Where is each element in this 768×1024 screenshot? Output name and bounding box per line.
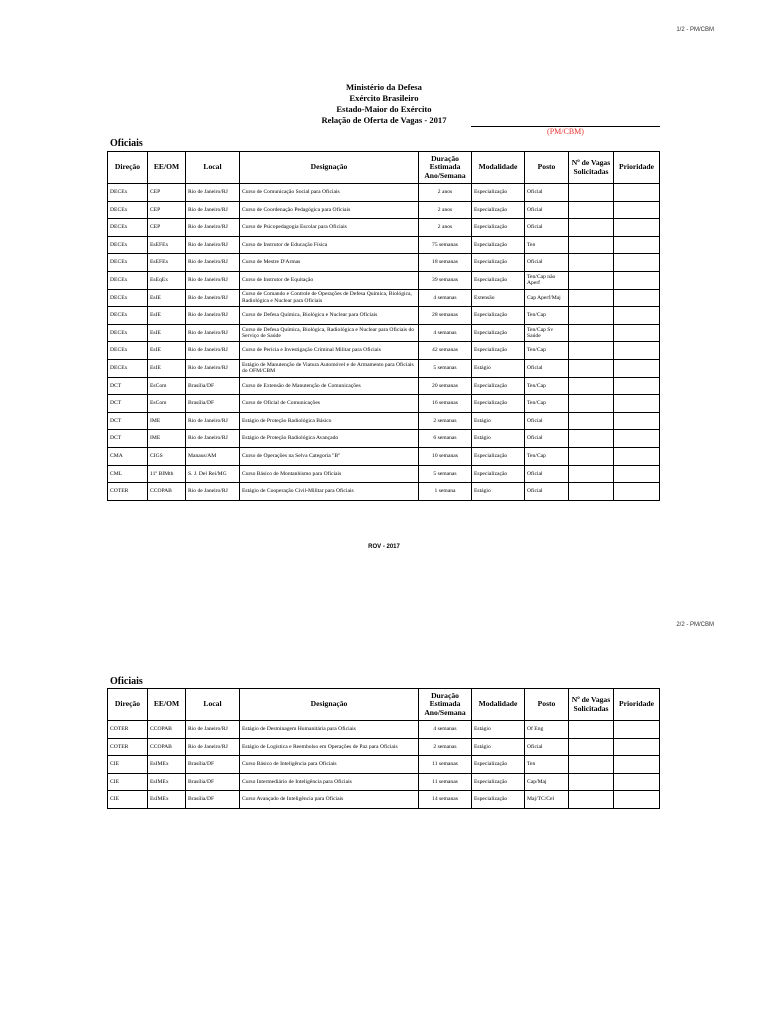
cell-designacao: Curso de Perícia e Investigação Criminal Militar para Oficiais xyxy=(240,342,419,360)
table-row xyxy=(108,359,660,377)
cell-local: Rio de Janeiro/RJ xyxy=(186,219,240,237)
header-ministry: Ministério da Defesa xyxy=(346,82,422,92)
cell-duracao: 11 semanas xyxy=(419,756,472,774)
table-row xyxy=(108,307,660,325)
header-document-title: Relação de Oferta de Vagas - 2017 xyxy=(321,115,447,125)
cell-prioridade xyxy=(614,359,660,377)
cell-modalidade: Estágio xyxy=(472,721,525,739)
cell-eeom: EsIE xyxy=(148,324,186,342)
cell-eeom: CCOPAB xyxy=(148,738,186,756)
cell-direcao: CIE xyxy=(108,756,148,774)
cell-eeom: EsIMEx xyxy=(148,773,186,791)
cell-duracao: 2 anos xyxy=(419,201,472,219)
cell-local: Rio de Janeiro/RJ xyxy=(186,412,240,430)
cell-designacao: Curso de Instrutor de Equitação xyxy=(240,271,419,289)
cell-local: Manaus/AM xyxy=(186,447,240,465)
cell-modalidade: Especialização xyxy=(472,773,525,791)
cell-direcao: CMA xyxy=(108,447,148,465)
cell-posto: Oficial xyxy=(525,219,569,237)
cell-modalidade: Estágio xyxy=(472,359,525,377)
cell-duracao: 10 semanas xyxy=(419,447,472,465)
cell-vagas xyxy=(569,756,614,774)
cell-direcao: DECEx xyxy=(108,324,148,342)
cell-designacao: Curso de Operações na Selva Categoria "B" xyxy=(240,447,419,465)
cell-prioridade xyxy=(614,324,660,342)
cell-direcao: CML xyxy=(108,465,148,483)
header-staff: Estado-Maior do Exército xyxy=(336,104,432,114)
cell-eeom: CEP xyxy=(148,219,186,237)
document-header xyxy=(0,82,768,126)
cell-designacao: Curso de Oficial de Comunicações xyxy=(240,395,419,413)
cell-vagas xyxy=(569,184,614,202)
cell-posto: Oficial xyxy=(525,412,569,430)
cell-eeom: IME xyxy=(148,430,186,448)
cell-vagas xyxy=(569,236,614,254)
table-row xyxy=(108,324,660,342)
cell-modalidade: Especialização xyxy=(472,184,525,202)
header-army: Exército Brasileiro xyxy=(349,93,419,103)
cell-vagas xyxy=(569,219,614,237)
pm-cbm-label: (PM/CBM) xyxy=(547,127,584,136)
cell-modalidade: Especialização xyxy=(472,756,525,774)
cell-posto: Ten/Cap xyxy=(525,342,569,360)
cell-designacao: Estágio de Desminagem Humanitária para Oficiais xyxy=(240,721,419,739)
cell-designacao: Curso de Mestre D'Armas xyxy=(240,254,419,272)
table-row xyxy=(108,201,660,219)
cell-duracao: 5 semanas xyxy=(419,359,472,377)
cell-modalidade: Especialização xyxy=(472,236,525,254)
cell-local: Rio de Janeiro/RJ xyxy=(186,254,240,272)
table-row xyxy=(108,447,660,465)
cell-vagas xyxy=(569,791,614,809)
cell-designacao: Curso de Extensão de Manutenção de Comunicações xyxy=(240,377,419,395)
cell-posto: Oficial xyxy=(525,184,569,202)
cell-duracao: 28 semanas xyxy=(419,307,472,325)
cell-designacao: Curso de Psicopedagogia Escolar para Oficiais xyxy=(240,219,419,237)
cell-vagas xyxy=(569,430,614,448)
vacancy-table-page1 xyxy=(107,151,660,501)
cell-direcao: DECEx xyxy=(108,201,148,219)
cell-duracao: 2 semanas xyxy=(419,412,472,430)
cell-eeom: EsIE xyxy=(148,342,186,360)
cell-designacao: Curso Básico de Inteligência para Oficiais xyxy=(240,756,419,774)
column-header-vagas: Nº de Vagas Solicitadas xyxy=(569,689,614,721)
cell-local: Rio de Janeiro/RJ xyxy=(186,271,240,289)
cell-direcao: DECEx xyxy=(108,342,148,360)
cell-duracao: 4 semanas xyxy=(419,721,472,739)
cell-designacao: Curso de Comando e Controle de Operações de Defesa Química, Biológica, Radiológica e Nuclear para Oficiais xyxy=(240,289,419,307)
cell-local: Rio de Janeiro/RJ xyxy=(186,359,240,377)
cell-designacao: Estágio de Logística e Reembolso em Operações de Paz para Oficiais xyxy=(240,738,419,756)
column-header-eeom: EE/OM xyxy=(148,152,186,184)
table-row xyxy=(108,721,660,739)
cell-prioridade xyxy=(614,447,660,465)
cell-designacao: Estágio de Proteção Radiológica Básico xyxy=(240,412,419,430)
cell-prioridade xyxy=(614,236,660,254)
table-row xyxy=(108,738,660,756)
cell-modalidade: Estágio xyxy=(472,412,525,430)
column-header-prioridade: Prioridade xyxy=(614,152,660,184)
cell-duracao: 4 semanas xyxy=(419,324,472,342)
cell-eeom: CIGS xyxy=(148,447,186,465)
table-row xyxy=(108,773,660,791)
cell-posto: Oficial xyxy=(525,254,569,272)
table-row xyxy=(108,271,660,289)
cell-eeom: CCOPAB xyxy=(148,483,186,501)
cell-eeom: EsIE xyxy=(148,359,186,377)
cell-local: Brasília/DF xyxy=(186,756,240,774)
cell-duracao: 39 semanas xyxy=(419,271,472,289)
cell-local: Rio de Janeiro/RJ xyxy=(186,342,240,360)
cell-modalidade: Especialização xyxy=(472,307,525,325)
cell-duracao: 16 semanas xyxy=(419,395,472,413)
cell-posto: Oficial xyxy=(525,465,569,483)
table-row xyxy=(108,342,660,360)
cell-modalidade: Especialização xyxy=(472,254,525,272)
vacancy-table-page2 xyxy=(107,688,660,809)
column-header-local: Local xyxy=(186,689,240,721)
cell-modalidade: Especialização xyxy=(472,395,525,413)
cell-prioridade xyxy=(614,184,660,202)
cell-duracao: 5 semanas xyxy=(419,465,472,483)
cell-local: Rio de Janeiro/RJ xyxy=(186,324,240,342)
cell-vagas xyxy=(569,289,614,307)
cell-vagas xyxy=(569,342,614,360)
cell-posto: Oficial xyxy=(525,359,569,377)
cell-vagas xyxy=(569,447,614,465)
section-title-oficiais: Oficiais xyxy=(110,676,143,687)
column-header-local: Local xyxy=(186,152,240,184)
cell-local: Brasília/DF xyxy=(186,395,240,413)
cell-eeom: CCOPAB xyxy=(148,721,186,739)
table-row xyxy=(108,184,660,202)
cell-prioridade xyxy=(614,738,660,756)
cell-modalidade: Especialização xyxy=(472,791,525,809)
cell-vagas xyxy=(569,483,614,501)
cell-eeom: EsIMEx xyxy=(148,756,186,774)
cell-vagas xyxy=(569,307,614,325)
table-header-row xyxy=(108,152,660,184)
cell-direcao: CIE xyxy=(108,791,148,809)
cell-eeom: CEP xyxy=(148,184,186,202)
cell-designacao: Curso Básico de Montanhismo para Oficiais xyxy=(240,465,419,483)
cell-eeom: EsIE xyxy=(148,289,186,307)
cell-duracao: 14 semanas xyxy=(419,791,472,809)
cell-prioridade xyxy=(614,307,660,325)
cell-direcao: DCT xyxy=(108,412,148,430)
cell-duracao: 2 anos xyxy=(419,184,472,202)
column-header-direcao: Direção xyxy=(108,152,148,184)
cell-direcao: DCT xyxy=(108,430,148,448)
cell-designacao: Curso de Defesa Química, Biológica e Nuclear para Oficiais xyxy=(240,307,419,325)
cell-local: Rio de Janeiro/RJ xyxy=(186,738,240,756)
cell-modalidade: Especialização xyxy=(472,465,525,483)
column-header-duracao: Duração Estimada Ano/Semana xyxy=(419,689,472,721)
cell-duracao: 18 semanas xyxy=(419,254,472,272)
column-header-posto: Posto xyxy=(525,689,569,721)
cell-posto: Oficial xyxy=(525,201,569,219)
cell-local: Rio de Janeiro/RJ xyxy=(186,236,240,254)
cell-vagas xyxy=(569,271,614,289)
cell-designacao: Curso de Defesa Química, Biológica, Radiológica e Nuclear para Oficiais do Serviço de Saúde xyxy=(240,324,419,342)
cell-posto: Ten/Cap xyxy=(525,395,569,413)
table-row xyxy=(108,289,660,307)
cell-posto: Ten/Cap xyxy=(525,377,569,395)
cell-prioridade xyxy=(614,377,660,395)
cell-eeom: EsEFEx xyxy=(148,236,186,254)
table-row xyxy=(108,236,660,254)
cell-posto: Ten/Cap Sv Saúde xyxy=(525,324,569,342)
table-row xyxy=(108,430,660,448)
cell-prioridade xyxy=(614,219,660,237)
cell-eeom: EsIE xyxy=(148,307,186,325)
cell-direcao: DCT xyxy=(108,395,148,413)
cell-posto: Oficial xyxy=(525,738,569,756)
cell-prioridade xyxy=(614,721,660,739)
cell-direcao: DECEx xyxy=(108,307,148,325)
cell-eeom: IME xyxy=(148,412,186,430)
table-row xyxy=(108,465,660,483)
cell-direcao: CIE xyxy=(108,773,148,791)
table-row xyxy=(108,219,660,237)
cell-prioridade xyxy=(614,773,660,791)
table-row xyxy=(108,756,660,774)
cell-local: Rio de Janeiro/RJ xyxy=(186,307,240,325)
column-header-modalidade: Modalidade xyxy=(472,152,525,184)
cell-prioridade xyxy=(614,430,660,448)
column-header-duracao: Duração Estimada Ano/Semana xyxy=(419,152,472,184)
page-number-tag: 1/2 - PM/CBM xyxy=(676,27,714,33)
cell-prioridade xyxy=(614,791,660,809)
cell-posto: Cap/Maj xyxy=(525,773,569,791)
cell-direcao: DECEx xyxy=(108,359,148,377)
table-row xyxy=(108,254,660,272)
cell-vagas xyxy=(569,377,614,395)
cell-duracao: 2 semanas xyxy=(419,738,472,756)
cell-duracao: 2 anos xyxy=(419,219,472,237)
cell-eeom: EsCom xyxy=(148,395,186,413)
table-row xyxy=(108,395,660,413)
document-footer: ROV - 2017 xyxy=(368,544,400,550)
cell-modalidade: Especialização xyxy=(472,201,525,219)
cell-eeom: EsCom xyxy=(148,377,186,395)
cell-vagas xyxy=(569,201,614,219)
cell-prioridade xyxy=(614,201,660,219)
cell-posto: Maj/TC/Cel xyxy=(525,791,569,809)
cell-designacao: Estágio de Manutenção de Viatura Automóvel e de Armamento para Oficiais do OFM/CBM xyxy=(240,359,419,377)
cell-prioridade xyxy=(614,483,660,501)
cell-posto: Cap Aperf/Maj xyxy=(525,289,569,307)
column-header-direcao: Direção xyxy=(108,689,148,721)
cell-direcao: COTER xyxy=(108,483,148,501)
cell-duracao: 6 semanas xyxy=(419,430,472,448)
cell-modalidade: Estágio xyxy=(472,430,525,448)
cell-direcao: DCT xyxy=(108,377,148,395)
cell-prioridade xyxy=(614,342,660,360)
cell-prioridade xyxy=(614,756,660,774)
cell-vagas xyxy=(569,721,614,739)
cell-designacao: Curso de Coordenação Pedagógica para Oficiais xyxy=(240,201,419,219)
section-title-oficiais: Oficiais xyxy=(110,138,143,149)
cell-duracao: 20 semanas xyxy=(419,377,472,395)
cell-duracao: 75 semanas xyxy=(419,236,472,254)
column-header-designacao: Designação xyxy=(240,689,419,721)
cell-posto: Oficial xyxy=(525,483,569,501)
cell-posto: Of Eng xyxy=(525,721,569,739)
table-row xyxy=(108,483,660,501)
cell-duracao: 42 semanas xyxy=(419,342,472,360)
column-header-eeom: EE/OM xyxy=(148,689,186,721)
cell-prioridade xyxy=(614,289,660,307)
cell-posto: Ten xyxy=(525,756,569,774)
cell-direcao: COTER xyxy=(108,738,148,756)
cell-vagas xyxy=(569,324,614,342)
cell-local: Rio de Janeiro/RJ xyxy=(186,201,240,219)
cell-local: Rio de Janeiro/RJ xyxy=(186,289,240,307)
cell-duracao: 1 semana xyxy=(419,483,472,501)
cell-duracao: 4 semanas xyxy=(419,289,472,307)
cell-local: Rio de Janeiro/RJ xyxy=(186,721,240,739)
cell-modalidade: Especialização xyxy=(472,219,525,237)
cell-local: Rio de Janeiro/RJ xyxy=(186,184,240,202)
cell-modalidade: Especialização xyxy=(472,324,525,342)
table-row xyxy=(108,791,660,809)
column-header-modalidade: Modalidade xyxy=(472,689,525,721)
cell-vagas xyxy=(569,359,614,377)
cell-prioridade xyxy=(614,254,660,272)
cell-posto: Ten/Cap xyxy=(525,447,569,465)
cell-duracao: 11 semanas xyxy=(419,773,472,791)
cell-modalidade: Estágio xyxy=(472,738,525,756)
cell-modalidade: Especialização xyxy=(472,271,525,289)
cell-local: S. J. Del Rei/MG xyxy=(186,465,240,483)
cell-vagas xyxy=(569,465,614,483)
cell-direcao: DECEx xyxy=(108,236,148,254)
table-row xyxy=(108,377,660,395)
cell-prioridade xyxy=(614,412,660,430)
cell-prioridade xyxy=(614,271,660,289)
cell-designacao: Curso de Instrutor de Educação Física xyxy=(240,236,419,254)
cell-direcao: DECEx xyxy=(108,289,148,307)
cell-eeom: 11º BIMth xyxy=(148,465,186,483)
cell-designacao: Curso Avançado de Inteligência para Oficiais xyxy=(240,791,419,809)
cell-modalidade: Extensão xyxy=(472,289,525,307)
column-header-designacao: Designação xyxy=(240,152,419,184)
cell-local: Brasília/DF xyxy=(186,791,240,809)
cell-prioridade xyxy=(614,465,660,483)
cell-designacao: Estágio de Proteção Radiológica Avançado xyxy=(240,430,419,448)
cell-posto: Oficial xyxy=(525,430,569,448)
cell-modalidade: Especialização xyxy=(472,447,525,465)
cell-vagas xyxy=(569,773,614,791)
cell-designacao: Curso de Comunicação Social para Oficiais xyxy=(240,184,419,202)
table-header-row xyxy=(108,689,660,721)
cell-direcao: DECEx xyxy=(108,219,148,237)
cell-direcao: DECEx xyxy=(108,184,148,202)
cell-vagas xyxy=(569,738,614,756)
cell-designacao: Curso Intermediário de Inteligência para Oficiais xyxy=(240,773,419,791)
cell-posto: Ten xyxy=(525,236,569,254)
cell-eeom: EsEqEx xyxy=(148,271,186,289)
cell-modalidade: Especialização xyxy=(472,377,525,395)
cell-posto: Ten/Cap xyxy=(525,307,569,325)
cell-vagas xyxy=(569,254,614,272)
cell-designacao: Estágio de Cooperação Civil-Militar para Oficiais xyxy=(240,483,419,501)
cell-vagas xyxy=(569,395,614,413)
cell-local: Brasília/DF xyxy=(186,377,240,395)
cell-eeom: EsEFEx xyxy=(148,254,186,272)
cell-direcao: COTER xyxy=(108,721,148,739)
cell-local: Brasília/DF xyxy=(186,773,240,791)
column-header-vagas: Nº de Vagas Solicitadas xyxy=(569,152,614,184)
column-header-posto: Posto xyxy=(525,152,569,184)
cell-vagas xyxy=(569,412,614,430)
cell-eeom: EsIMEx xyxy=(148,791,186,809)
cell-prioridade xyxy=(614,395,660,413)
table-row xyxy=(108,412,660,430)
cell-modalidade: Estágio xyxy=(472,483,525,501)
cell-direcao: DECEx xyxy=(108,254,148,272)
page-number-tag: 2/2 - PM/CBM xyxy=(676,622,714,628)
cell-local: Rio de Janeiro/RJ xyxy=(186,483,240,501)
cell-local: Rio de Janeiro/RJ xyxy=(186,430,240,448)
cell-eeom: CEP xyxy=(148,201,186,219)
cell-direcao: DECEx xyxy=(108,271,148,289)
cell-posto: Ten/Cap não Aperf xyxy=(525,271,569,289)
cell-modalidade: Especialização xyxy=(472,342,525,360)
column-header-prioridade: Prioridade xyxy=(614,689,660,721)
